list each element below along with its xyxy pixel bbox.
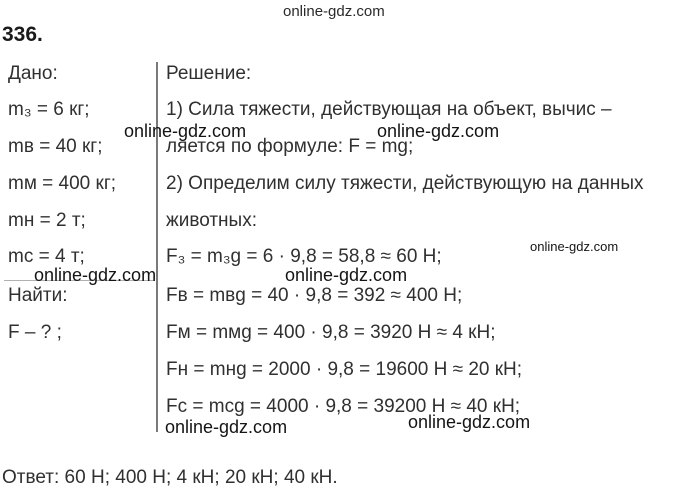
- formula-line: Fс = mсg = 4000 · 9,8 = 39200 Н ≈ 40 кН;: [166, 396, 521, 417]
- watermark: online-gdz.com: [377, 121, 500, 141]
- watermark: online-gdz.com: [285, 265, 408, 285]
- solution-header: Решение:: [166, 63, 252, 84]
- given-header: Дано:: [8, 63, 58, 84]
- find-header: Найти:: [8, 285, 68, 306]
- given-item: mс = 4 т;: [8, 246, 85, 267]
- watermark: online-gdz.com: [34, 265, 157, 285]
- given-item: mв = 40 кг;: [8, 136, 103, 157]
- formula-line: Fм = mмg = 400 · 9,8 = 3920 Н ≈ 4 кН;: [166, 322, 496, 343]
- formula-line: F₃ = m₃g = 6 · 9,8 = 58,8 ≈ 60 Н;: [166, 246, 442, 267]
- column-divider: [156, 62, 158, 432]
- solution-line: животных:: [166, 210, 257, 231]
- solution-line: 2) Определим силу тяжести, действующую на данных: [166, 173, 644, 194]
- watermark: online-gdz.com: [124, 121, 247, 141]
- watermark-top: online-gdz.com: [283, 3, 385, 20]
- problem-number: 336.: [2, 23, 43, 46]
- watermark: online-gdz.com: [530, 239, 619, 254]
- given-item: mм = 400 кг;: [8, 173, 117, 194]
- solution-line: ляется по формуле: F = mg;: [166, 136, 414, 157]
- formula-line: Fн = mнg = 2000 · 9,8 = 19600 Н ≈ 20 кН;: [166, 359, 523, 380]
- solution-line: 1) Сила тяжести, действующая на объект, вычис –: [166, 99, 612, 120]
- answer-line: Ответ: 60 Н; 400 Н; 4 кН; 20 кН; 40 кН.: [2, 467, 338, 488]
- watermark: online-gdz.com: [408, 412, 531, 432]
- given-item: mн = 2 т;: [8, 210, 86, 231]
- given-item: m₃ = 6 кг;: [8, 99, 90, 120]
- formula-line: Fв = mвg = 40 · 9,8 = 392 ≈ 400 Н;: [166, 285, 463, 306]
- find-item: F – ? ;: [8, 322, 62, 343]
- watermark: online-gdz.com: [165, 417, 288, 437]
